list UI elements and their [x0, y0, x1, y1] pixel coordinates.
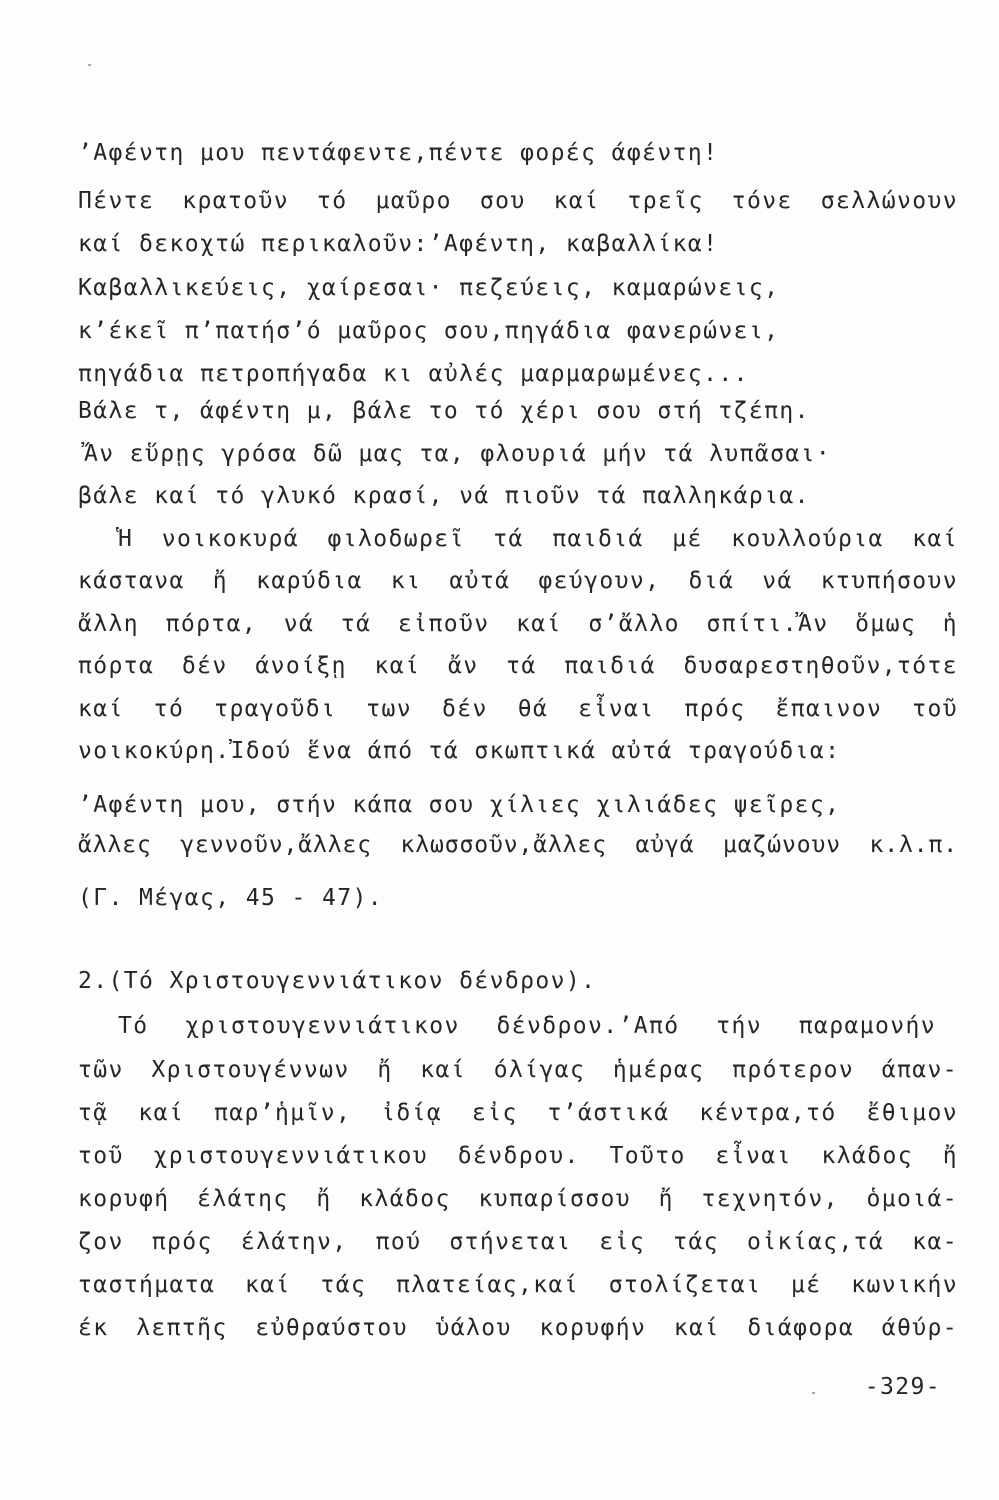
text-line: Πέντε κρατοῦν τό μαῦρο σου καί τρεῖς τόνε σελλώνουν	[78, 188, 958, 214]
text-line: Τό χριστουγεννιάτικον δένδρον.’Από τήν παραμονήν	[118, 1013, 936, 1039]
text-line: ’Αφέντη μου πεντάφεντε,πέντε φορές άφέντη!	[78, 140, 719, 166]
text-line: πόρτα δέν άνοίξῃ καί ἄν τά παιδιά δυσαρεστηθοῦν,τότε	[78, 653, 958, 679]
text-line: πηγάδια πετροπήγαδα κι αὐλές μαρμαρωμένες...	[78, 361, 749, 387]
text-line: ἄλλη πόρτα, νά τά εἰποῦν καί σ’ἄλλο σπίτι.Ἄν ὅμως ἡ	[78, 611, 958, 637]
text-line: τῶν Χριστουγέννων ἤ καί όλίγας ἡμέρας πρότερον άπαν-	[78, 1057, 958, 1083]
text-line: έκ λεπτῆς εὐθραύστου ὑάλου κορυφήν καί διάφορα άθύρ-	[78, 1315, 958, 1341]
text-line: κ’έκεῖ π’πατήσ’ό μαῦρος σου,πηγάδια φανερώνει,	[78, 318, 780, 344]
text-line: Καβαλλικεύεις, χαίρεσαι· πεζεύεις, καμαρώνεις,	[78, 275, 780, 301]
text-line: ταστήματα καί τάς πλατείας,καί στολίζεται μέ κωνικήν	[78, 1272, 958, 1298]
text-line: τοῦ χριστουγεννιάτικου δένδρου. Τοῦτο εἶναι κλάδος ἤ	[78, 1143, 958, 1169]
scan-speck	[812, 1392, 815, 1394]
section-heading: 2.(Τό Χριστουγεννιάτικον δένδρον).	[78, 968, 597, 994]
text-line: Ἄν εὕρῃς γρόσα δῶ μας τα, φλουριά μήν τά λυπᾶσαι·	[84, 441, 832, 467]
text-line: κάστανα ἤ καρύδια κι αὐτά φεύγουν, διά νά κτυπήσουν	[78, 568, 958, 594]
text-line: καί τό τραγοῦδι των δέν θά εἶναι πρός ἔπαινον τοῦ	[78, 696, 958, 722]
text-line: Βάλε τ, άφέντη μ, βάλε το τό χέρι σου στή τζέπη.	[78, 398, 810, 424]
text-line: ζον πρός έλάτην, πού στήνεται εἰς τάς οἰκίας,τά κα-	[78, 1229, 958, 1255]
text-line: κορυφή έλάτης ἤ κλάδος κυπαρίσσου ἤ τεχνητόν, ὁμοιά-	[78, 1186, 958, 1212]
text-line: τᾷ καί παρ’ἡμῖν, ἰδίᾳ εἰς τ’άστικά κέντρα,τό ἔθιμον	[78, 1100, 958, 1126]
text-line: (Γ. Μέγας, 45 - 47).	[78, 885, 383, 911]
page-number: -329-	[864, 1374, 941, 1400]
text-line: καί δεκοχτώ περικαλοῦν:’Αφέντη, καβαλλίκα!	[78, 231, 719, 257]
text-line: νοικοκύρη.Ἰδού ἕνα άπό τά σκωπτικά αὐτά τραγούδια:	[78, 738, 841, 764]
text-line: Ἡ νοικοκυρά φιλοδωρεῖ τά παιδιά μέ κουλλούρια καί	[118, 526, 958, 552]
text-line: βάλε καί τό γλυκό κρασί, νά πιοῦν τά παλληκάρια.	[78, 483, 810, 509]
text-line: ’Αφέντη μου, στήν κάπα σου χίλιες χιλιάδες ψεῖρες,	[78, 792, 841, 818]
text-line: ἄλλες γεννοῦν,ἄλλες κλωσσοῦν,ἄλλες αὐγά μαζώνουν κ.λ.π.	[78, 832, 958, 858]
scan-speck	[88, 64, 91, 66]
